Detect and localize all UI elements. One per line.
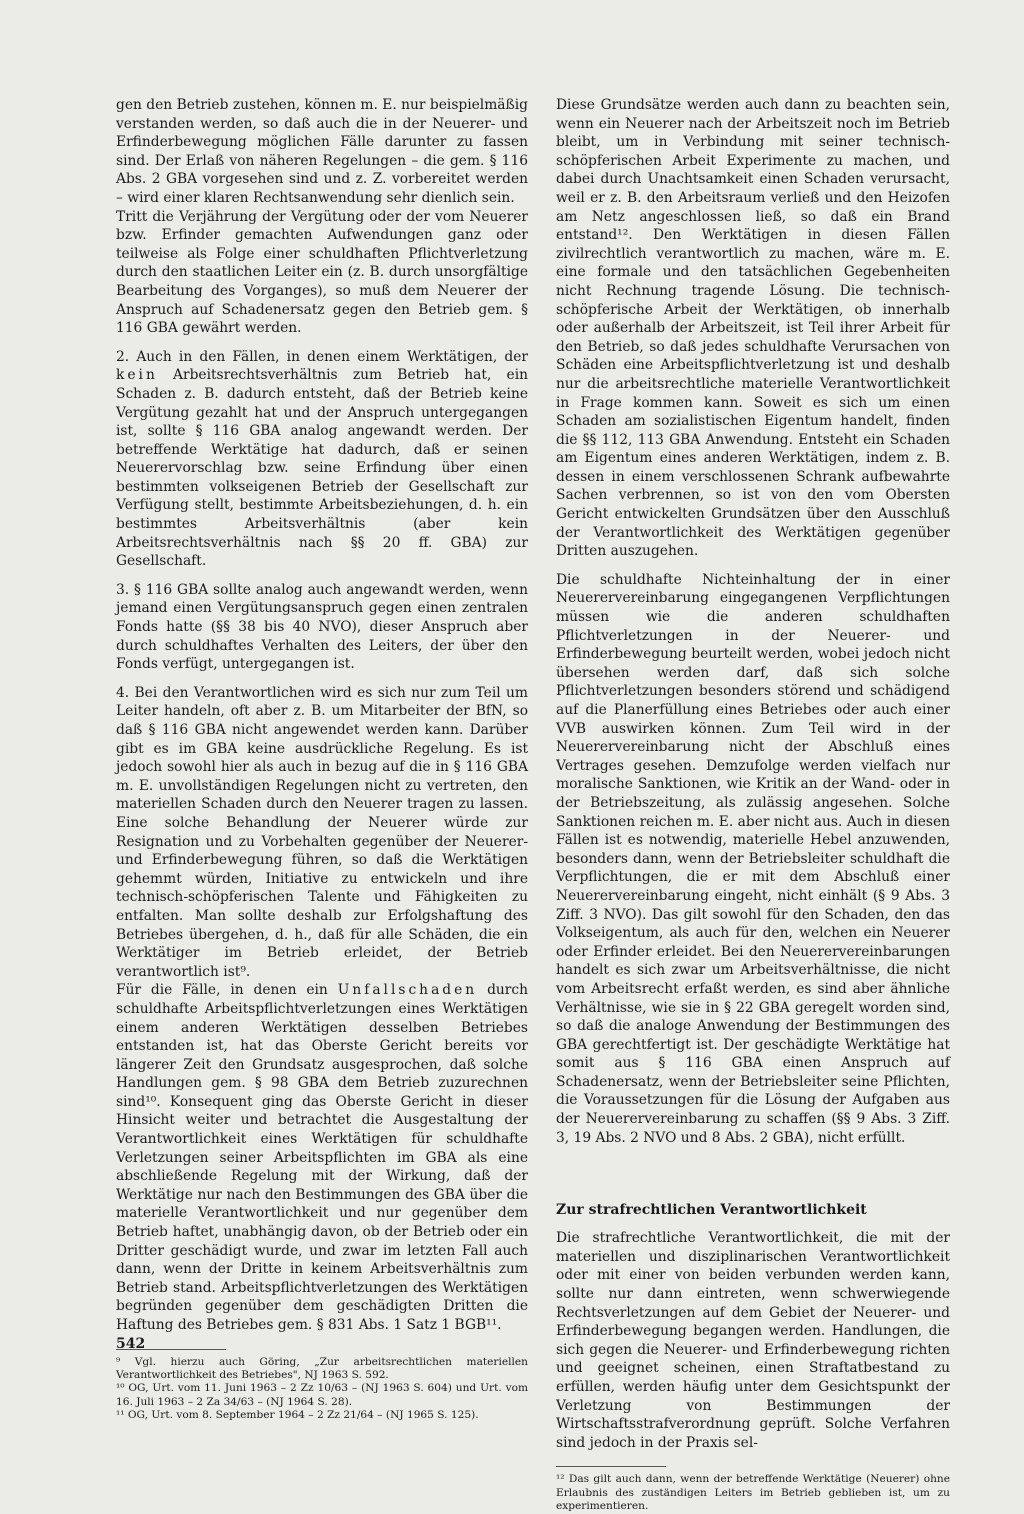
- paragraph-numbered: 4. Bei den Verantwortlichen wird es sich nur zum Teil um Leiter handeln, oft aber z. B. um Mitarbeiter der BfN, so daß § 116 GBA nicht angewendet werden kann. Darüber gibt es im GBA keine ausdrückliche Regelung. Es ist jedoch sowohl hier als auch in bezug auf die in § 116 GBA m. E. unvollständigen Regelungen nicht zu vertreten, den materiellen Schaden durch den Neuerer tragen zu lassen. Eine solche Behandlung der Neuerer würde zur Resignation und zu Vorbehalten gegenüber der Neuerer- und Erfinderbewegung führen, so daß die Werktätigen gehemmt würden, Initiative zu entwickeln und ihre technisch-schöpferischen Talente und Fähigkeiten zu entfalten. Man sollte deshalb zur Erfolgshaftung des Betriebes übergehen, d. h., daß für alle Schäden, die ein Werktätiger im Betrieb erleidet, der Betrieb verantwortlich ist⁹.: [116, 684, 528, 980]
- footnote: ⁹ Vgl. hierzu auch Göring, „Zur arbeitsrechtlichen materiellen Verantwortlichkeit des Betriebes", NJ 1963 S. 592.: [116, 1355, 528, 1381]
- footnote: ¹² Das gilt auch dann, wenn der betreffende Werktätige (Neuerer) ohne Erlaubnis des zuständigen Leiters im Betrieb geblieben ist, um zu experimentieren.: [556, 1473, 950, 1513]
- text-run: Arbeitsrechtsverhältnis zum Betrieb hat, ein Schaden z. B. dadurch entsteht, daß der Betrieb keine Vergütung gezahlt hat und der Anspruch untergegangen ist, sollte § 116 GBA analog angewandt werden. Der betreffende Werktätige hat dadurch, daß er seinen Neuerervorschlag bzw. seine Erfindung über einen bestimmten volkseigenen Betrieb der Gesellschaft zur Verfügung stellt, bestimmte Arbeitsbeziehungen, d. h. ein bestimmtes Arbeitsverhältnis (aber kein Arbeitsrechtsverhältnis nach §§ 20 ff. GBA) zur Gesellschaft.: [116, 367, 528, 570]
- left-column: [116, 96, 528, 1423]
- paragraph: gen den Betrieb zustehen, können m. E. nur beispielmäßig verstanden werden, so daß auch die in der Neuerer- und Erfinderbewegung möglichen Fälle darunter zu fassen sind. Der Erlaß von näheren Regelungen – die gem. § 116 Abs. 2 GBA vorgesehen sind und z. Z. vorbereitet werden – wird einer klaren Rechtsanwendung sehr dienlich sein.: [116, 97, 528, 206]
- emphasis-spaced: kein: [116, 367, 158, 384]
- text-run: durch schuldhafte Arbeitspflichtverletzungen eines Werktätigen einem anderen Werktätigen desselben Betriebes entstanden ist, hat das Oberste Gericht bereits vor längerer Zeit den Grundsatz ausgesprochen, daß solche Handlungen gem. § 98 GBA dem Betrieb zuzurechnen sind¹⁰. Konsequent ging das Oberste Gericht in dieser Hinsicht weiter und betrachtet die Ausgestaltung der Verantwortlichkeit eines Werktätigen für schuldhafte Verletzungen seiner Arbeitspflichten im GBA als eine abschließende Regelung mit der Wirkung, daß der Werktätige nur nach den Bestimmungen des GBA über die materielle Verantwortlichkeit und nur gegenüber dem Betrieb haftet, unabhängig davon, ob der Betrieb oder ein Dritter geschädigt wurde, und zwar im letzten Fall auch dann, wenn der Dritte in keinem Arbeitsverhältnis zum Betrieb stand. Arbeitspflichtverletzungen des Werktätigen begründen gegenüber dem geschädigten Dritten die Haftung des Betriebes gem. § 831 Abs. 1 Satz 1 BGB¹¹.: [116, 982, 529, 1333]
- paragraph-numbered: [116, 348, 528, 571]
- footnote: ¹¹ OG, Urt. vom 8. September 1964 – 2 Zz 21/64 – (NJ 1965 S. 125).: [116, 1409, 479, 1422]
- text-run: Für die Fälle, in denen ein: [116, 982, 328, 999]
- right-column: [556, 96, 950, 1514]
- page-number: 542: [116, 1336, 146, 1352]
- paragraph: Diese Grundsätze werden auch dann zu beachten sein, wenn ein Neuerer nach der Arbeitszeit noch im Betrieb bleibt, um in Verbindung mit seiner technisch-schöpferischen Arbeit Experimente zu machen, und dabei durch Unachtsamkeit einen Schaden verursacht, weil er z. B. den Arbeitsraum verließ und den Heizofen am Netz angeschlossen ließ, so daß ein Brand entstand¹². Den Werktätigen in diesen Fällen zivilrechtlich verantwortlich zu machen, wäre m. E. eine formale und den tatsächlichen Gegebenheiten nicht Rechnung tragende Lösung. Die technisch-schöpferische Arbeit der Werktätigen, ob innerhalb oder außerhalb der Arbeitszeit, ist Teil ihrer Arbeit für den Betrieb, so daß jedes schuldhafte Verursachen von Schäden eine Arbeitspflichtverletzung ist und deshalb nur die arbeitsrechtliche materielle Verantwortlichkeit in Frage kommen kann. Soweit es sich um einen Schaden am sozialistischen Eigentum handelt, finden die §§ 112, 113 GBA Anwendung. Entsteht ein Schaden am Eigentum eines anderen Werktätigen, indem z. B. dessen in einem verschlossenen Schrank aufbewahrte Sachen verbrennen, so ist von den vom Obersten Gericht entwickelten Grundsätzen über den Ausschluß der Verantwortlichkeit des Werktätigen gegenüber Dritten auszugehen.: [556, 97, 950, 560]
- section-heading: Zur strafrechtlichen Verantwortlichkeit: [556, 1202, 867, 1219]
- paragraph: Tritt die Verjährung der Vergütung oder der vom Neuerer bzw. Erfinder gemachten Aufwendungen ganz oder teilweise als Folge einer schuldhaften Pflichtverletzung durch den staatlichen Leiter ein (z. B. durch unsorgfältige Bearbeitung des Vorganges), so muß dem Neuerer der Anspruch auf Schadenersatz gegen den Betrieb gem. § 116 GBA gewährt werden.: [116, 208, 528, 337]
- footnote-divider: [556, 1466, 666, 1467]
- paragraph: Die schuldhafte Nichteinhaltung der in einer Neuerervereinbarung eingegangenen Verpflichtungen müssen wie die anderen schuldhaften Pflichtverletzungen in der Neuerer- und Erfinderbewegung beurteilt werden, wobei jedoch nicht übersehen werden darf, daß sich solche Pflichtverletzungen besonders störend und schädigend auf die Planerfüllung eines Betriebes oder auch einer VVB auswirken können. Zum Teil wird in der Neuerervereinbarung nicht der Abschluß eines Vertrages gesehen. Demzufolge werden vielfach nur moralische Sanktionen, wie Kritik an der Wand- oder in der Betriebszeitung, als zulässig angesehen. Solche Sanktionen reichen m. E. aber nicht aus. Auch in diesen Fällen ist es notwendig, materielle Hebel anzuwenden, besonders dann, wenn der Betriebsleiter schuldhaft die Verpflichtungen, die er mit dem Abschluß einer Neuerervereinbarung eingeht, nicht einhält (§ 9 Abs. 3 Ziff. 3 NVO). Das gilt sowohl für den Schaden, den das Volkseigentum, als auch für den, welchen ein Neuerer oder Erfinder erleidet. Bei den Neuerervereinbarungen handelt es sich zwar um Arbeitsverhältnisse, die nicht vom Arbeitsrecht erfaßt werden, es sind aber ähnliche Verhältnisse, wie sie in § 22 GBA geregelt worden sind, so daß die analoge Anwendung der Bestimmungen des GBA gerechtfertigt ist. Der geschädigte Werktätige hat somit aus § 116 GBA einen Anspruch auf Schadenersatz, wenn der Betriebsleiter seine Pflichten, die Voraussetzungen für die Lösung der Aufgaben aus der Neuerervereinbarung zu schaffen (§§ 9 Abs. 3 Ziff. 3, 19 Abs. 2 NVO und 8 Abs. 2 GBA), nicht erfüllt.: [556, 571, 950, 1146]
- paragraph-numbered: 3. § 116 GBA sollte analog auch angewandt werden, wenn jemand einen Vergütungsanspruch gegen einen zentralen Fonds hatte (§§ 38 bis 40 NVO), dieser Anspruch aber durch schuldhaftes Verhalten des Leiters, der über den Fonds verfügt, untergegangen ist.: [116, 581, 528, 673]
- paragraph: Die strafrechtliche Verantwortlichkeit, die mit der materiellen und disziplinarischen Verantwortlichkeit oder mit einer von beiden verbunden werden kann, sollte nur dann eintreten, wenn schwerwiegende Rechtsverletzungen auf dem Gebiet der Neuerer- und Erfinderbewegung begangen werden. Handlungen, die sich gegen die Neuerer- und Erfinderbewegung richten und geeignet scheinen, einen Straftatbestand zu erfüllen, werden häufig unter dem Gesichtspunkt der Verletzung von Bestimmungen der Wirtschaftsstrafverordnung geprüft. Solche Verfahren sind jedoch in der Praxis sel-: [556, 1230, 950, 1451]
- footnote: ¹⁰ OG, Urt. vom 11. Juni 1963 – 2 Zz 10/63 – (NJ 1963 S. 604) und Urt. vom 16. Juli 1963 – 2 Za 34/63 – (NJ 1964 S. 28).: [116, 1382, 528, 1408]
- text-run: 2. Auch in den Fällen, in denen einem Werktätigen, der: [116, 348, 528, 365]
- paragraph: [116, 981, 528, 1334]
- emphasis-spaced: Unfallschaden: [337, 982, 478, 999]
